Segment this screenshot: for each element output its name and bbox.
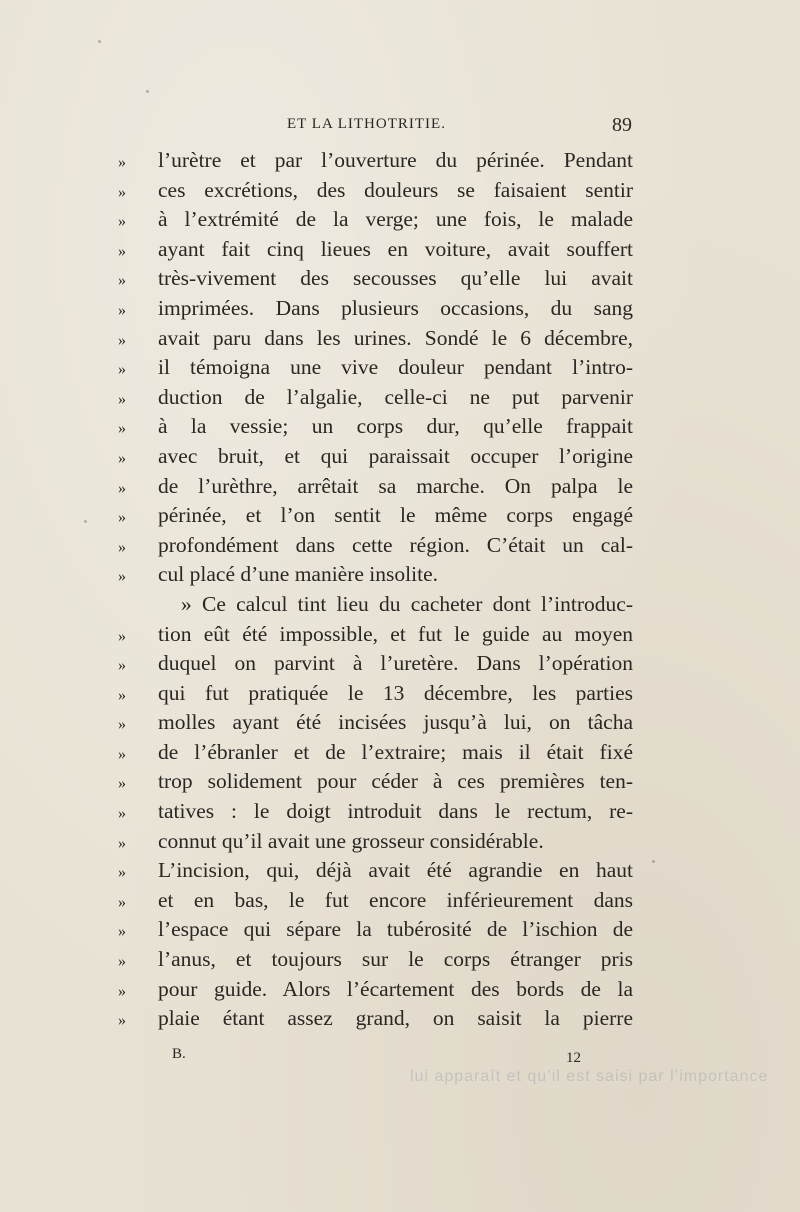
text-line [0,472,800,502]
quote-mark: » [118,893,126,911]
text-line [0,945,800,975]
quote-mark: » [118,301,126,319]
paper-spot [84,520,87,523]
quote-mark: » [118,272,126,290]
line-text: l’urètre et par l’ouverture du périnée. Pendant [158,148,633,172]
quote-mark: » [118,627,126,645]
text-line [0,1004,800,1034]
text-line [0,501,800,531]
line-text: à la vessie; un corps dur, qu’elle frappait [158,414,633,439]
line-text: et en bas, le fut encore inférieurement dans [158,887,633,912]
text-line [0,324,800,354]
quote-mark: » [118,686,126,704]
line-text: cul placé d’une manière insolite. [158,562,438,587]
quote-mark: » [118,745,126,763]
line-text: plaie étant assez grand, on saisit la pierre [158,1006,633,1031]
text-line [0,797,800,827]
line-text: avait paru dans les urines. Sondé le 6 décembre, [158,325,633,350]
body-text [0,146,800,1034]
quote-mark: » [118,331,126,349]
quote-mark: » [118,834,126,852]
line-text: ayant fait cinq lieues en voiture, avait souffert [158,236,633,261]
quote-mark: » [118,509,126,527]
paper-spot [146,90,149,93]
quote-mark: » [118,213,126,231]
line-text: L’incision, qui, déjà avait été agrandie en haut [158,858,633,883]
line-text: molles ayant été incisées jusqu’à lui, on tâcha [158,710,633,735]
text-line [0,294,800,324]
quote-mark: » [118,242,126,260]
text-line [0,856,800,886]
quote-mark: » [118,390,126,408]
quote-mark: » [118,775,126,793]
line-text: tatives : le doigt introduit dans le rectum, re- [158,799,633,824]
quote-mark: » [118,479,126,497]
text-line [0,412,800,442]
running-head: ET LA LITHOTRITIE. [287,116,446,132]
line-text: tion eût été impossible, et fut le guide au moyen [158,621,633,646]
text-line [0,827,800,857]
quote-mark: » [118,716,126,734]
line-text: ces excrétions, des douleurs se faisaient sentir [158,177,633,202]
quote-mark: » [118,420,126,438]
line-text: profondément dans cette région. C’était un cal- [158,532,633,557]
line-text: de l’ébranler et de l’extraire; mais il était fixé [158,739,633,764]
line-text: trop solidement pour céder à ces premières ten- [158,769,633,794]
text-line [0,383,800,413]
quote-mark: » [118,538,126,556]
text-line [0,975,800,1005]
line-text: de l’urèthre, arrêtait sa marche. On palpa le [158,473,633,498]
text-line [0,353,800,383]
sheet-number: 12 [566,1050,581,1066]
line-text: pour guide. Alors l’écartement des bords de la [158,976,633,1001]
quote-mark: » [118,864,126,882]
quote-mark: » [118,805,126,823]
text-line [0,531,800,561]
page-number: 89 [612,114,632,136]
line-text: avec bruit, et qui paraissait occuper l’origine [158,443,633,468]
text-line [0,708,800,738]
line-text: périnée, et l’on sentit le même corps engagé [158,503,633,528]
text-line [0,679,800,709]
line-text: » Ce calcul tint lieu du cacheter dont l’introduc- [181,591,633,616]
line-text: l’espace qui sépare la tubérosité de l’ischion de [158,917,633,942]
paper-spot [98,40,101,43]
text-line [0,915,800,945]
quote-mark: » [118,923,126,941]
line-text: très-vivement des secousses qu’elle lui avait [158,266,633,291]
text-line [0,264,800,294]
line-text: imprimées. Dans plusieurs occasions, du sang [158,295,633,320]
text-line [0,235,800,265]
bleed-through-text: lui apparaît et qu’il est saisi par l’importance [410,1068,769,1085]
line-text: à l’extrémité de la verge; une fois, le malade [158,207,633,232]
text-line [0,886,800,916]
text-line [0,620,800,650]
text-line [0,442,800,472]
text-line [0,767,800,797]
line-text: il témoigna une vive douleur pendant l’intro- [158,355,633,380]
text-line [0,738,800,768]
quote-mark: » [118,982,126,1000]
text-line [0,590,800,620]
text-line [0,649,800,679]
quote-mark: » [118,1012,126,1030]
line-text: duquel on parvint à l’uretère. Dans l’opération [158,651,633,676]
quote-mark: » [118,449,126,467]
quote-mark: » [118,657,126,675]
line-text: qui fut pratiquée le 13 décembre, les parties [158,680,633,705]
text-line [0,560,800,590]
line-text: l’anus, et toujours sur le corps étranger pris [158,947,633,972]
text-line [0,146,800,176]
paper-spot [652,860,655,863]
text-line [0,205,800,235]
line-text: duction de l’algalie, celle-ci ne put parvenir [158,384,633,409]
quote-mark: » [118,154,126,171]
signature-mark: B. [172,1046,186,1062]
quote-mark: » [118,953,126,971]
quote-mark: » [118,361,126,379]
quote-mark: » [118,568,126,586]
quote-mark: » [118,183,126,201]
text-line [0,176,800,206]
line-text: connut qu’il avait une grosseur considérable. [158,828,544,853]
